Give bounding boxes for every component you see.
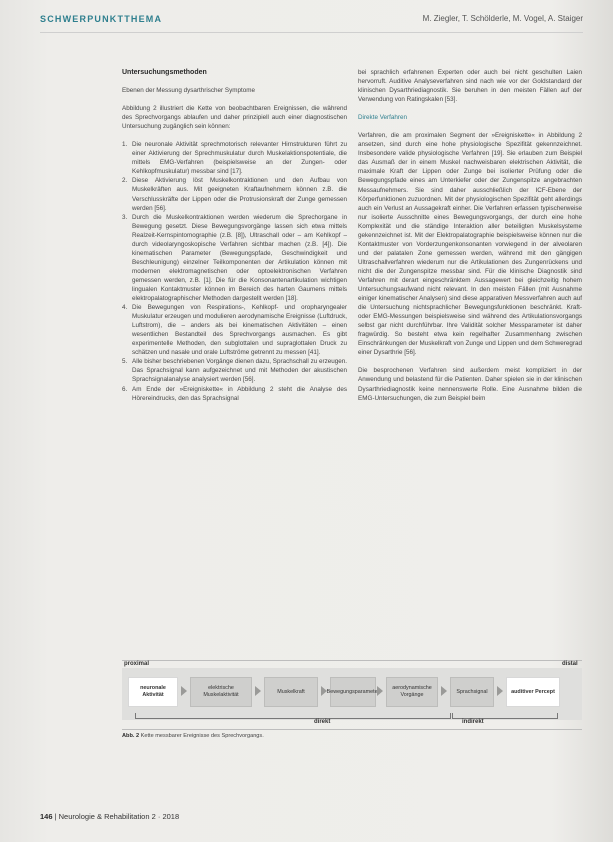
- list-item: [122, 140, 347, 176]
- list-item: [122, 385, 347, 403]
- direct-methods-heading: Direkte Verfahren: [358, 114, 408, 122]
- list-text: Die Bewegungen von Respirations-, Kehlkopf- und oropharyngealer Muskulatur erzeugen und modulieren aerodynamische Ereignisse (Luftdruck, Luftstrom), die – anders als bei kinematischen Aktivitäten – einen wesentlichen Bestandteil des Sprechvorgangs ausmachen. Es gibt experimentelle Methoden, den subglottalen und supraglottalen Druck zu schätzen und nasale und orale Luftströme getrennt zu messen [41].: [132, 304, 347, 357]
- section-label: SCHWERPUNKTTHEMA: [40, 14, 163, 24]
- list-text: Am Ende der »Ereigniskette« in Abbildung 2 steht die Analyse des Hörereindrucks, den das Sprachsignal: [132, 385, 347, 402]
- intro-paragraph: Abbildung 2 illustriert die Kette von beobachtbaren Ereignissen, die während des Sprechvorgangs ablaufen und daher prinzipiell auch einer diagnostischen Untersuchung zugänglich sein können:: [122, 105, 347, 131]
- list-item: [122, 357, 347, 384]
- caption-text: Kette messbarer Ereignisse des Sprechvorgangs.: [139, 733, 264, 739]
- arrow-icon: [181, 686, 187, 696]
- direct-label: direkt: [314, 719, 331, 725]
- list-number: 2.: [122, 177, 128, 185]
- closing-paragraph: Die besprochenen Verfahren sind außerdem meist kompliziert in der Anwendung und belastend für die Patienten. Daher spielen sie in der klinischen Dysarthriediagnostik keine nennenswerte Rolle. Eine Ausnahme bilden die EMG-Untersuchungen, die zum Beispiel beim: [358, 367, 582, 402]
- right-column: [358, 68, 582, 412]
- list-item: [122, 213, 347, 303]
- list-number: 4.: [122, 304, 128, 312]
- list-text: Diese Aktivierung löst Muskelkontraktionen und den Aufbau von Muskelkräften aus. Mit geeigneten Kraftaufnehmern können z.B. die Verschlusskräfte der Lippen oder die Protrusionskraft der Zunge gemessen werden [56].: [132, 177, 347, 212]
- auditory-percept-box: auditiver Percept: [506, 677, 560, 707]
- figure-bottom-rule: [122, 729, 582, 730]
- left-column: [122, 68, 347, 403]
- list-number: 1.: [122, 141, 128, 149]
- arrow-icon: [377, 686, 383, 696]
- movement-parameters-box: Bewegungsparameter: [330, 677, 376, 707]
- neural-activity-box: neuronale Aktivität: [128, 677, 178, 707]
- caption-label: Abb. 2: [122, 733, 140, 739]
- section-heading: Untersuchungsmethoden: [122, 69, 207, 76]
- page-number: 146: [40, 812, 53, 821]
- speech-signal-box: Sprachsignal: [450, 677, 494, 707]
- arrow-icon: [497, 686, 503, 696]
- list-number: 5.: [122, 358, 128, 366]
- list-text: Die neuronale Aktivität sprechmotorisch relevanter Hirnstrukturen führt zu einer Aktivierung der Sprechmuskulatur durch Muskelaktionspotentiale, die mittels EMG-Verfahren (beispielsweise an der Zungen- oder Kehlkopfmuskulatur) messbar sind [17].: [132, 141, 347, 176]
- direct-bracket: [135, 713, 451, 719]
- list-number: 6.: [122, 385, 128, 393]
- author-line: M. Ziegler, T. Schölderle, M. Vogel, A. Staiger: [422, 14, 583, 23]
- arrow-icon: [441, 686, 447, 696]
- aerodynamics-box: aerodynamische Vorgänge: [386, 677, 438, 707]
- arrow-icon: [255, 686, 261, 696]
- subsection-heading: Ebenen der Messung dysarthrischer Symptome: [122, 87, 255, 95]
- list-item: [122, 176, 347, 212]
- footer: [40, 812, 179, 821]
- list-item: [122, 303, 347, 357]
- proximal-label: proximal: [124, 661, 150, 667]
- list-text: Durch die Muskelkontraktionen werden wiederum die Sprechorgane in Bewegung gesetzt. Diese Bewegungsvorgänge lassen sich etwa mittels Realzeit-Kernspintomographie (z.B. [8]), Ultraschall oder – am Kehlkopf – durch videolaryngoskopische Verfahren sichtbar machen (z.B. [4]). Die kinematischen Parameter (Bewegungspfade, Geschwindigkeit und Beschleunigung) einzelner Teilkomponenten der Artikulation können mit modernen elektromagnetischen oder optoelektronischen Verfahren gemessen werden, z.B. [1]. Die für die Konsonantenartikulation wichtigen lingualen Kontaktmuster können im Bereich des harten Gaumens mittels elektropalatographischer Methoden dargestellt werden [18].: [132, 213, 347, 303]
- muscle-activity-box: elektrische Muskelaktivität: [190, 677, 252, 707]
- figure-top-rule: [122, 660, 582, 661]
- journal-name: | Neurologie & Rehabilitation 2 · 2018: [52, 812, 180, 821]
- distal-label: distal: [562, 661, 578, 667]
- indirect-label: indirekt: [462, 719, 484, 725]
- list-text: Alle bisher beschriebenen Vorgänge dienen dazu, Sprachschall zu erzeugen. Das Sprachsignal kann aufgezeichnet und mit Methoden der akustischen Sprachsignalanalyse analysiert werden [56].: [132, 358, 347, 384]
- continuation-paragraph: bei sprachlich erfahrenen Experten oder auch bei nicht geschulten Laien hervorruft. Auditive Analyseverfahren sind nach wie vor der Goldstandard der klinischen Dysarthriediagnostik. Sie beruhen in den meisten Fällen auf der Verwendung von Ratingskalen [53].: [358, 69, 582, 104]
- header-rule: [40, 32, 583, 33]
- list-number: 3.: [122, 213, 128, 221]
- figure-caption: [122, 733, 264, 739]
- muscle-force-box: Muskelkraft: [264, 677, 318, 707]
- direct-methods-paragraph: Verfahren, die am proximalen Segment der »Ereigniskette« in Abbildung 2 ansetzen, sind durch eine hohe physiologische Spezifität gekennzeichnet. Insbesondere valide physiologische Verfahren [19]. Sie erlauben zum Beispiel das Ausmaß der in einem Muskel nachweisbaren elektrischen Aktivität, die maximale Kraft der Lippen oder Zunge bei isolierter Prüfung oder die Bewegungspfade eines am Unterkiefer oder der Zungenspitze angebrachten Messaufnehmers. Sie sind daher ausschließlich der ICF-Ebene der Körperfunktionen zuzuordnen. Mit der physiologischen Spezifität geht allerdings auch ein Verlust an Aussagekraft einher. Die Verfahren erfassen typischerweise nur isolierte Ausschnitte eines Bewegungsvorgangs, der durch eine hohe Komplexität und die ständige Interaktion aller beteiligten Muskelsysteme gekennzeichnet ist. Mit der Elektropalatographie beispielsweise können nur die Kontaktmuster von Vorderzungenkonsonanten vorwiegend in der alveolaren und der palatalen Zone gemessen werden, während mit den gängigen Ultraschallverfahren wiederum nur die Artikulationen des Zungenrückens und nicht die der Zungenspitze messbar sind. Für die klinische Diagnostik sind Verfahren mit derart eingeschränktem Aussagewert bei gleichzeitig hohem Untersuchungsaufwand nicht relevant. In den meisten Fällen (mit Ausnahme einiger kinematischer Analysen) sind diese apparativen Messverfahren auch auf die Untersuchung nichtsprachlicher Bewegungsfunktionen beschränkt. Kraft- oder EMG-Messungen beispielsweise sind während des Artikulationsvorgangs selbst gar nicht durchführbar. Ihre Validität solcher Messparameter ist daher fragwürdig. So besteht etwa kein regelhafter Zusammenhang zwischen Einschränkungen der Muskelkraft von Zunge und Lippen und dem Schweregrad einer Dysarthrie [56].: [358, 132, 582, 357]
